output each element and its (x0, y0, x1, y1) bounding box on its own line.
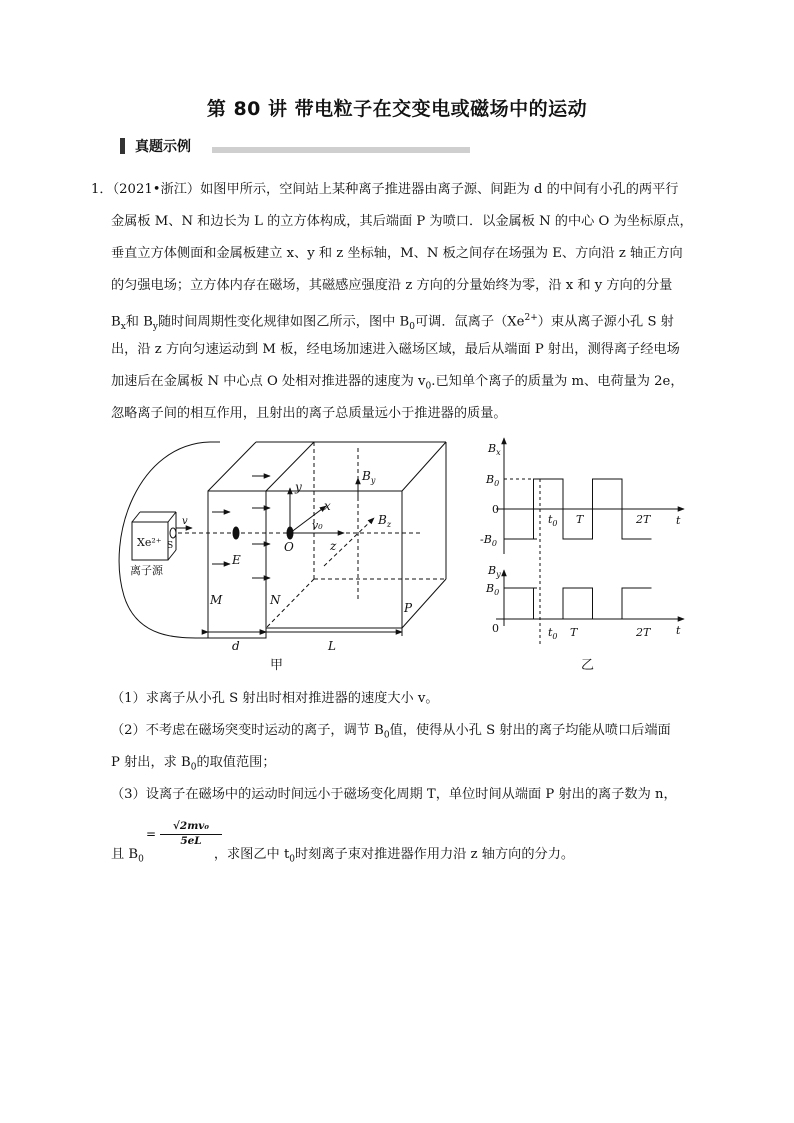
problem-number: 1． (91, 182, 113, 197)
svg-text:P: P (404, 601, 413, 615)
by-waveform (504, 588, 652, 619)
graph-by-labels (485, 564, 681, 641)
by-b0-label: $B_0$ (486, 582, 500, 597)
problem-line-5: $B_x$和 $B_y$随时间周期性变化规律如图乙所示，图中 $B_0$可调．氙离子$(Xe^{2+})$束从离子源小孔 S 射 (111, 313, 674, 333)
enclosure-arc (119, 442, 210, 638)
question-3-line-1: （3）设离子在磁场中的运动时间远小于磁场变化周期 T，单位时间从端面 P 射出的离子数为 n， (111, 787, 677, 802)
by-axis-label: $B_y$ (488, 564, 501, 579)
question-1: （1）求离子从小孔 S 射出时相对推进器的速度大小 v。 (111, 691, 439, 706)
problem-line-6: 出，沿 z 方向匀速运动到 M 板，经电场加速进入磁场区域，最后从端面 P 射出，测得离子经电场 (111, 342, 680, 357)
caption-jia: 甲 (270, 658, 284, 673)
problem-source: （2021•浙江） (112, 182, 201, 197)
svg-text:t: t (676, 514, 681, 527)
problem-line-8: 忽略离子间的相互作用，且射出的离子总质量远小于推进器的质量。 (111, 406, 507, 421)
bx-t0-label: $t_0$ (548, 513, 558, 528)
svg-text:0: 0 (492, 503, 499, 516)
svg-text:v: v (182, 516, 188, 527)
svg-text:离子源: 离子源 (130, 564, 163, 577)
svg-text:x: x (324, 499, 331, 513)
section-underline (212, 147, 470, 153)
bx-neg-label: $-B_0$ (480, 533, 497, 548)
svg-text:E: E (232, 553, 241, 567)
figure (110, 436, 700, 676)
cube-front (266, 491, 402, 628)
graph-bx (496, 438, 684, 646)
problem-line-1: 1．（2021•浙江）如图甲所示，空间站上某种离子推进器由离子源、间距为 d 的中间有小孔的两平行 (91, 182, 679, 197)
bx-axis-label: $B_x$ (488, 442, 501, 457)
graph-bx-labels (480, 442, 681, 548)
bx-b0-label: $B_0$ (486, 473, 500, 488)
svg-text:N: N (270, 593, 281, 607)
svg-text:z: z (330, 539, 337, 553)
question-2-line-1: （2）不考虑在磁场突变时运动的离子，调节 $B_0$值，使得从小孔 S 射出的离子均能从喷口后端面 (111, 723, 671, 741)
svg-text:Xe²⁺: Xe²⁺ (137, 536, 162, 549)
diagram-labels (130, 469, 413, 653)
section-header (120, 137, 191, 155)
caption-yi: 乙 (581, 658, 595, 673)
figure-svg (110, 436, 700, 676)
fraction-b0: = √2mv₀ 5eL (160, 820, 222, 848)
section-label: 真题示例 (135, 139, 191, 155)
svg-text:T: T (576, 513, 584, 526)
svg-text:S: S (167, 541, 174, 551)
svg-text:y: y (295, 480, 302, 494)
svg-text:L: L (328, 639, 336, 653)
graph-by (496, 570, 684, 626)
problem-line-2: 金属板 M、N 和边长为 L 的立方体构成，其后端面 P 为喷口．以金属板 N 的中心 O 为坐标原点， (111, 214, 693, 229)
svg-text:M: M (210, 593, 223, 607)
label-bz: $B_z$ (378, 513, 392, 529)
question-2-line-2: P 射出，求 $B_0$的取值范围； (111, 755, 276, 773)
page-title: 第 80 讲 带电粒子在交变电或磁场中的运动 (206, 98, 588, 120)
problem-line-4: 的匀强电场；立方体内存在磁场，其磁感应强度沿 z 方向的分量始终为零，沿 x 和 y 方向的分量 (111, 278, 673, 293)
fraction-numerator: √2mv₀ (160, 820, 222, 835)
problem-line-7: 加速后在金属板 N 中心点 O 处相对推进器的速度为 $v_0$.已知单个离子的质量为 m、电荷量为 2e， (111, 374, 684, 392)
svg-text:0: 0 (492, 622, 499, 635)
svg-text:v₀: v₀ (312, 519, 323, 532)
svg-text:2T: 2T (636, 513, 651, 526)
svg-text:2T: 2T (636, 626, 651, 639)
svg-text:O: O (284, 540, 294, 554)
fraction-denominator: 5eL (180, 835, 202, 847)
by-t0-label: $t_0$ (548, 626, 558, 641)
svg-text:t: t (676, 624, 681, 637)
label-by: $B_y$ (362, 469, 376, 485)
problem-line-3: 垂直立方体侧面和金属板建立 x、y 和 z 坐标轴，M、N 板之间存在场强为 E、方向沿 z 轴正方向 (111, 246, 683, 261)
section-bar (120, 138, 125, 154)
question-3-line-2: 且 $B_0$ ，求图乙中 $t_0$时刻离子束对推进器作用力沿 z 轴方向的分力。 (111, 847, 575, 865)
svg-text:d: d (232, 639, 240, 653)
svg-text:T: T (570, 626, 578, 639)
